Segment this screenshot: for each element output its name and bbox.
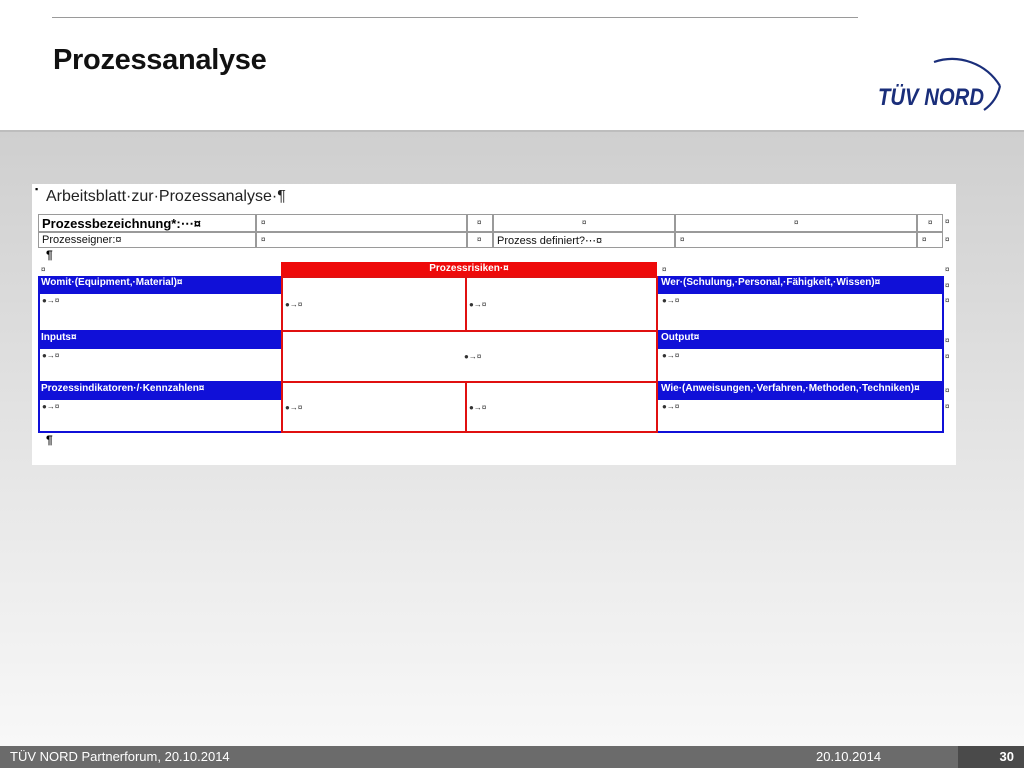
row2-cell-1 [256,232,467,248]
row1-cell-4-mark: ¤ [794,218,799,227]
output-header: Output¤ [658,331,944,349]
main-mark-left: ¤ [41,265,46,274]
row1-cell-3 [493,214,675,232]
womit-header: Womit·(Equipment,·Material)¤ [38,276,281,294]
row2-cell-3 [675,232,917,248]
row1-end-mark: ¤ [945,217,950,226]
row1-cell-5-mark: ¤ [928,218,933,227]
pilcrow-1: ¶ [46,248,53,262]
wer-bullet: ●→¤ [662,296,680,305]
row1-cell-5 [917,214,943,232]
wie-header: Wie·(Anweisungen,·Verfahren,·Methoden,·Techniken)¤ [658,382,944,400]
risk-vline-2 [465,381,467,433]
risk-bullet-4: ●→¤ [285,403,303,412]
risk-bullet-1: ●→¤ [285,300,303,309]
main-mark-mid: ¤ [662,265,667,274]
womit-bullet: ●→¤ [42,296,60,305]
page-number-box [958,746,1024,768]
header-rule [52,17,858,18]
end-mark-6: ¤ [945,402,950,411]
row2-cell-4-mark: ¤ [922,235,927,244]
heading-marker: ▪ [35,184,39,194]
page-number: 30 [999,749,1014,764]
process-defined-cell [493,232,675,248]
process-name-cell [38,214,256,232]
logo-text: TÜV NORD [878,84,984,111]
process-owner-label: Prozesseigner:¤ [42,234,122,246]
row1-cell-3-mark: ¤ [582,218,587,227]
wer-header: Wer·(Schulung,·Personal,·Fähigkeit,·Wissen)¤ [658,276,944,294]
row2-end-mark: ¤ [945,235,950,244]
row1-cell-1 [256,214,467,232]
inputs-bullet: ●→¤ [42,351,60,360]
risk-bullet-3: ●→¤ [464,352,482,361]
risk-bullet-2: ●→¤ [469,300,487,309]
footer-event: TÜV NORD Partnerforum, 20.10.2014 [10,749,230,764]
row1-cell-4 [675,214,917,232]
row2-cell-4 [917,232,943,248]
worksheet-heading: Arbeitsblatt·zur·Prozessanalyse·¶ [46,188,286,205]
tuv-nord-logo [872,46,1004,116]
row1-cell-1-mark: ¤ [261,218,266,227]
process-name-label: Prozessbezeichnung*:⋯¤ [42,216,201,231]
process-defined-label: Prozess definiert?⋯¤ [497,235,603,247]
process-owner-cell [38,232,256,248]
footer-date: 20.10.2014 [816,749,882,764]
inputs-header: Inputs¤ [38,331,281,349]
output-bullet: ●→¤ [662,351,680,360]
row1-cell-2 [467,214,493,232]
slide-title: Prozessanalyse [53,44,267,76]
end-mark-4: ¤ [945,352,950,361]
end-mark-5: ¤ [945,386,950,395]
risk-divider-2 [281,381,658,383]
row2-cell-3-mark: ¤ [680,235,685,244]
indikatoren-bullet: ●→¤ [42,402,60,411]
worksheet-image [32,184,956,465]
end-mark-2: ¤ [945,296,950,305]
end-mark-1: ¤ [945,281,950,290]
row2-cell-1-mark: ¤ [261,235,266,244]
indikatoren-header: Prozessindikatoren·/·Kennzahlen¤ [38,382,281,400]
main-mark-right: ¤ [945,265,950,274]
risk-divider-1 [281,330,658,332]
end-mark-3: ¤ [945,336,950,345]
row2-cell-2-mark: ¤ [477,235,482,244]
row2-cell-2 [467,232,493,248]
pilcrow-2: ¶ [46,433,53,447]
risks-header: Prozessrisiken·¤ [281,262,657,276]
row1-cell-2-mark: ¤ [477,218,482,227]
risk-vline-1 [465,276,467,331]
risk-bullet-5: ●→¤ [469,403,487,412]
slide-header [0,0,1024,130]
slide-footer [0,746,1024,768]
wie-bullet: ●→¤ [662,402,680,411]
